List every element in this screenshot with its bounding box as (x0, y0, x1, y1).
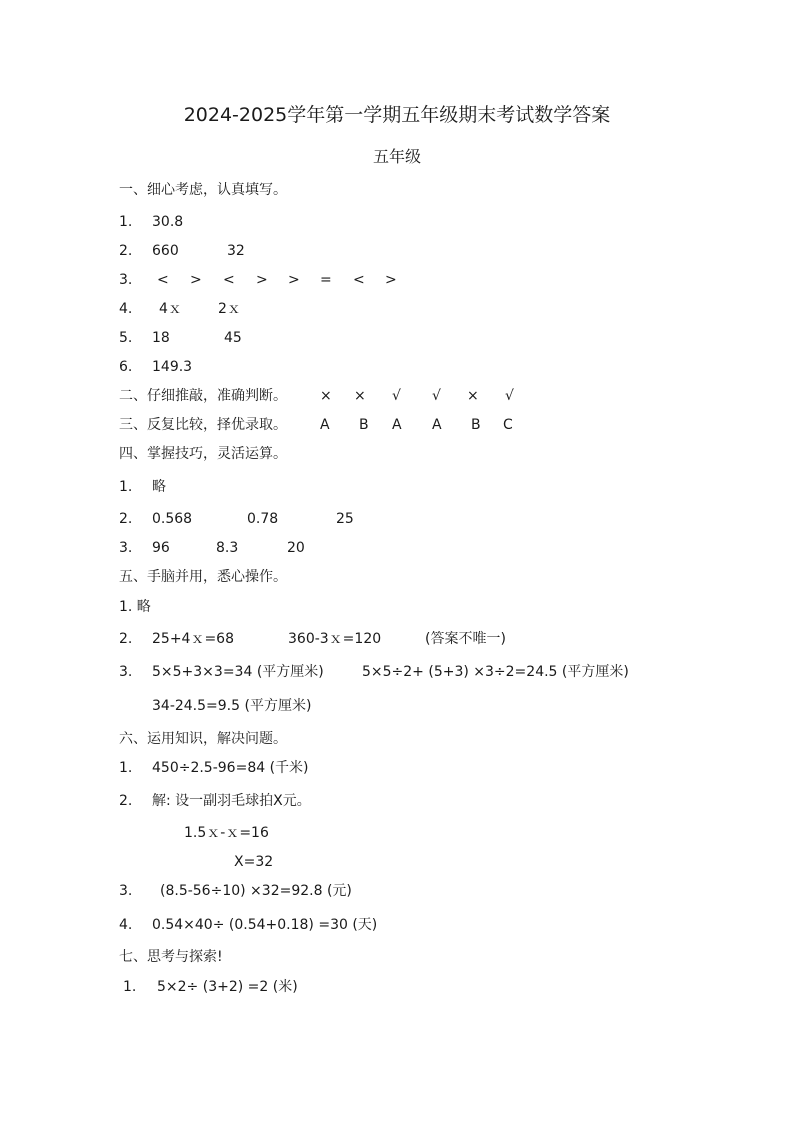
q6-1-number: 1. (119, 760, 133, 776)
s3-answer-2: B (359, 417, 369, 433)
q1-3-answer-2: > (190, 272, 202, 288)
q5-1-answer: 1. 略 (119, 599, 151, 615)
q4-2-answer-c: 25 (336, 511, 354, 527)
q5-3-answer-c: 34-24.5=9.5 (平方厘米) (152, 698, 312, 714)
q1-6-answer: 149.3 (152, 359, 193, 375)
q1-5-number: 5. (119, 330, 133, 346)
q6-2-number: 2. (119, 793, 133, 809)
q1-2-answer-a: 660 (152, 243, 179, 259)
q1-4-number: 4. (119, 301, 133, 317)
section-2-heading: 二、仔细推敲，准确判断。 (119, 388, 287, 404)
section-1-heading: 一、细心考虑，认真填写。 (119, 182, 287, 198)
q1-3-answer-4: > (256, 272, 268, 288)
q1-2-answer-b: 32 (227, 243, 245, 259)
s3-answer-5: B (471, 417, 481, 433)
q1-3-answer-6: = (320, 272, 332, 288)
q4-3-number: 3. (119, 540, 133, 556)
q5-2-answer-a: 25+4ｘ=68 (152, 631, 234, 647)
q6-2-answer-setup: 解: 设一副羽毛球拍X元。 (152, 793, 311, 809)
q1-3-number: 3. (119, 272, 133, 288)
s2-answer-5: × (467, 388, 479, 404)
s3-answer-1: A (320, 417, 330, 433)
q1-5-answer-b: 45 (224, 330, 242, 346)
q1-3-answer-3: < (223, 272, 235, 288)
q4-2-number: 2. (119, 511, 133, 527)
page-title: 2024-2025学年第一学期五年级期末考试数学答案 (183, 104, 611, 126)
q1-1-answer: 30.8 (152, 214, 184, 230)
section-4-heading: 四、掌握技巧，灵活运算。 (119, 446, 287, 462)
q6-2-answer-equation: 1.5ｘ-ｘ=16 (184, 825, 269, 841)
q6-3-number: 3. (119, 883, 133, 899)
q6-2-answer-result: X=32 (234, 854, 274, 870)
q1-4-answer-b: 2ｘ (218, 301, 241, 317)
section-3-heading: 三、反复比较，择优录取。 (119, 417, 287, 433)
page-subtitle: 五年级 (372, 147, 421, 166)
q5-3-number: 3. (119, 664, 133, 680)
q1-3-answer-8: > (385, 272, 397, 288)
q6-1-answer: 450÷2.5-96=84 (千米) (152, 760, 309, 776)
q1-3-answer-7: < (353, 272, 365, 288)
q4-2-answer-a: 0.568 (152, 511, 193, 527)
section-6-heading: 六、运用知识，解决问题。 (119, 731, 287, 747)
q1-5-answer-a: 18 (152, 330, 170, 346)
q1-4-answer-a: 4ｘ (159, 301, 182, 317)
s3-answer-3: A (392, 417, 402, 433)
q7-1-answer: 5×2÷ (3+2) =2 (米) (157, 979, 298, 995)
q1-1-number: 1. (119, 214, 133, 230)
q5-3-answer-b: 5×5÷2+ (5+3) ×3÷2=24.5 (平方厘米) (362, 664, 629, 680)
q1-2-number: 2. (119, 243, 133, 259)
q1-6-number: 6. (119, 359, 133, 375)
q6-4-answer: 0.54×40÷ (0.54+0.18) =30 (天) (152, 917, 378, 933)
q5-3-answer-a: 5×5+3×3=34 (平方厘米) (152, 664, 324, 680)
s2-answer-4: √ (432, 388, 441, 404)
q1-3-answer-1: < (157, 272, 169, 288)
s2-answer-3: √ (392, 388, 401, 404)
q6-3-answer: (8.5-56÷10) ×32=92.8 (元) (160, 883, 352, 899)
q4-1-answer: 略 (152, 479, 166, 495)
section-5-heading: 五、手脑并用，悉心操作。 (119, 569, 287, 585)
section-7-heading: 七、思考与探索! (119, 949, 223, 965)
s2-answer-1: × (320, 388, 332, 404)
q5-2-note: (答案不唯一) (425, 631, 506, 647)
q4-1-number: 1. (119, 479, 133, 495)
s3-answer-4: A (432, 417, 442, 433)
q4-3-answer-a: 96 (152, 540, 170, 556)
q1-3-answer-5: > (288, 272, 300, 288)
q4-3-answer-b: 8.3 (216, 540, 239, 556)
q4-2-answer-b: 0.78 (247, 511, 279, 527)
q6-4-number: 4. (119, 917, 133, 933)
q5-2-answer-b: 360-3ｘ=120 (288, 631, 382, 647)
s2-answer-2: × (354, 388, 366, 404)
q7-1-number: 1. (123, 979, 137, 995)
s3-answer-6: C (503, 417, 513, 433)
q4-3-answer-c: 20 (287, 540, 305, 556)
s2-answer-6: √ (505, 388, 514, 404)
q5-2-number: 2. (119, 631, 133, 647)
